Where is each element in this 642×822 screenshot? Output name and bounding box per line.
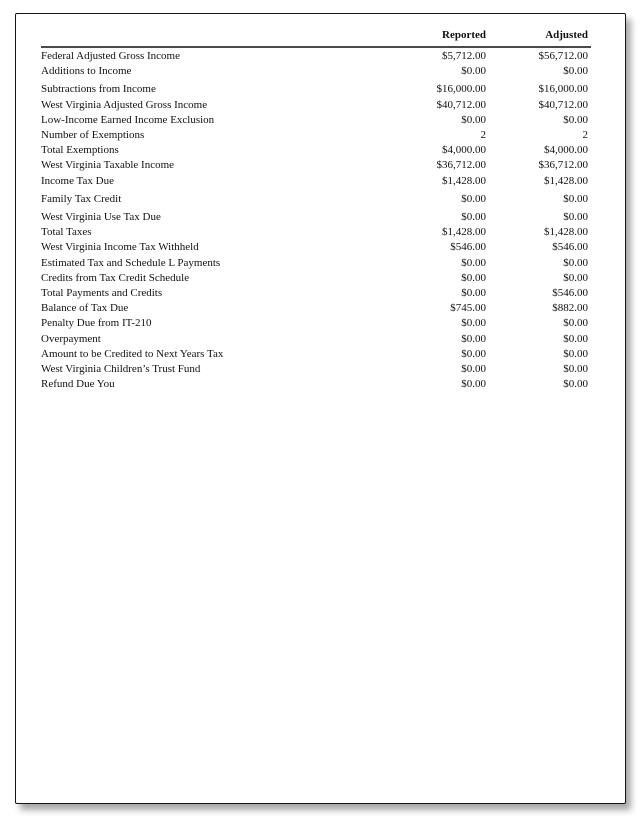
row-label: Penalty Due from IT-210 <box>41 317 152 330</box>
row-reported-value: $0.00 <box>461 332 486 345</box>
table-row <box>41 256 591 271</box>
row-adjusted-value: $56,712.00 <box>538 50 588 62</box>
row-label: Subtractions from Income <box>41 83 156 96</box>
row-adjusted-value: $0.00 <box>563 211 588 224</box>
table-row <box>41 174 591 189</box>
row-adjusted-value: $1,428.00 <box>544 226 588 239</box>
row-reported-value: $0.00 <box>461 211 486 224</box>
table-row <box>41 49 591 64</box>
row-label: West Virginia Adjusted Gross Income <box>41 98 208 111</box>
document-page <box>15 13 626 804</box>
row-reported-value: $0.00 <box>461 256 486 269</box>
row-adjusted-value: $0.00 <box>563 378 588 391</box>
row-reported-value: $4,000.00 <box>442 144 486 157</box>
row-label: Federal Adjusted Gross Income <box>41 50 180 62</box>
row-adjusted-value: $0.00 <box>563 256 588 269</box>
row-adjusted-value: $1,428.00 <box>544 174 588 187</box>
header-label-spacer <box>41 28 381 43</box>
table-row <box>41 225 591 240</box>
row-adjusted-value: $0.00 <box>563 347 588 360</box>
table-row <box>41 210 591 225</box>
row-reported-value: $36,712.00 <box>436 159 486 172</box>
row-adjusted-value: $16,000.00 <box>538 83 588 96</box>
row-adjusted-value: $40,712.00 <box>538 98 588 111</box>
row-adjusted-value: $0.00 <box>563 271 588 284</box>
table-row <box>41 240 591 255</box>
table-row <box>41 113 591 128</box>
row-label: Low-Income Earned Income Exclusion <box>41 113 215 126</box>
row-label: Family Tax Credit <box>41 192 122 205</box>
row-reported-value: $0.00 <box>461 192 486 205</box>
row-label: Refund Due You <box>41 378 115 391</box>
table-row <box>41 143 591 158</box>
row-label: West Virginia Income Tax Withheld <box>41 241 199 254</box>
row-label: Overpayment <box>41 332 101 345</box>
row-label: Balance of Tax Due <box>41 302 129 315</box>
row-reported-value: $0.00 <box>461 287 486 300</box>
table-body <box>41 48 591 392</box>
row-label: Credits from Tax Credit Schedule <box>41 271 190 284</box>
row-adjusted-value: $0.00 <box>563 332 588 345</box>
table-row <box>41 362 591 377</box>
row-reported-value: $1,428.00 <box>442 226 486 239</box>
row-label: Total Taxes <box>41 226 92 239</box>
tax-summary-table <box>41 28 591 392</box>
row-adjusted-value: $882.00 <box>552 302 588 315</box>
row-reported-value: $16,000.00 <box>436 83 486 96</box>
table-row <box>41 82 591 97</box>
table-row <box>41 192 591 207</box>
row-reported-value: 2 <box>480 129 486 142</box>
row-label: Total Exemptions <box>41 144 119 157</box>
row-label: Estimated Tax and Schedule L Payments <box>41 256 221 269</box>
row-reported-value: $5,712.00 <box>442 50 486 62</box>
row-adjusted-value: $0.00 <box>563 65 588 78</box>
row-adjusted-value: $36,712.00 <box>538 159 588 172</box>
table-row <box>41 286 591 301</box>
row-reported-value: $0.00 <box>461 65 486 78</box>
table-row <box>41 316 591 331</box>
row-label: Additions to Income <box>41 65 132 78</box>
row-adjusted-value: $0.00 <box>563 113 588 126</box>
row-reported-value: $0.00 <box>461 317 486 330</box>
table-header-row <box>41 28 591 48</box>
row-adjusted-value: $0.00 <box>563 192 588 205</box>
table-row <box>41 128 591 143</box>
row-adjusted-value: $546.00 <box>552 287 588 300</box>
row-label: West Virginia Taxable Income <box>41 159 175 172</box>
row-reported-value: $0.00 <box>461 363 486 376</box>
row-reported-value: $40,712.00 <box>436 98 486 111</box>
row-adjusted-value: 2 <box>582 129 588 142</box>
row-reported-value: $745.00 <box>450 302 486 315</box>
row-label: Number of Exemptions <box>41 129 145 142</box>
table-row <box>41 64 591 79</box>
row-reported-value: $0.00 <box>461 113 486 126</box>
column-header-adjusted: Adjusted <box>545 29 588 41</box>
row-reported-value: $546.00 <box>450 241 486 254</box>
row-reported-value: $0.00 <box>461 378 486 391</box>
table-row <box>41 301 591 316</box>
table-row <box>41 347 591 362</box>
row-label: Income Tax Due <box>41 174 114 187</box>
row-reported-value: $1,428.00 <box>442 174 486 187</box>
row-adjusted-value: $4,000.00 <box>544 144 588 157</box>
table-row <box>41 332 591 347</box>
row-adjusted-value: $546.00 <box>552 241 588 254</box>
row-label: Total Payments and Credits <box>41 287 163 300</box>
table-row <box>41 158 591 173</box>
row-reported-value: $0.00 <box>461 271 486 284</box>
row-reported-value: $0.00 <box>461 347 486 360</box>
table-row <box>41 271 591 286</box>
row-label: Amount to be Credited to Next Years Tax <box>41 347 224 360</box>
column-header-reported: Reported <box>442 29 486 41</box>
row-label: West Virginia Children’s Trust Fund <box>41 363 201 376</box>
table-row <box>41 98 591 113</box>
row-adjusted-value: $0.00 <box>563 317 588 330</box>
row-label: West Virginia Use Tax Due <box>41 211 161 224</box>
row-adjusted-value: $0.00 <box>563 363 588 376</box>
table-row <box>41 377 591 392</box>
